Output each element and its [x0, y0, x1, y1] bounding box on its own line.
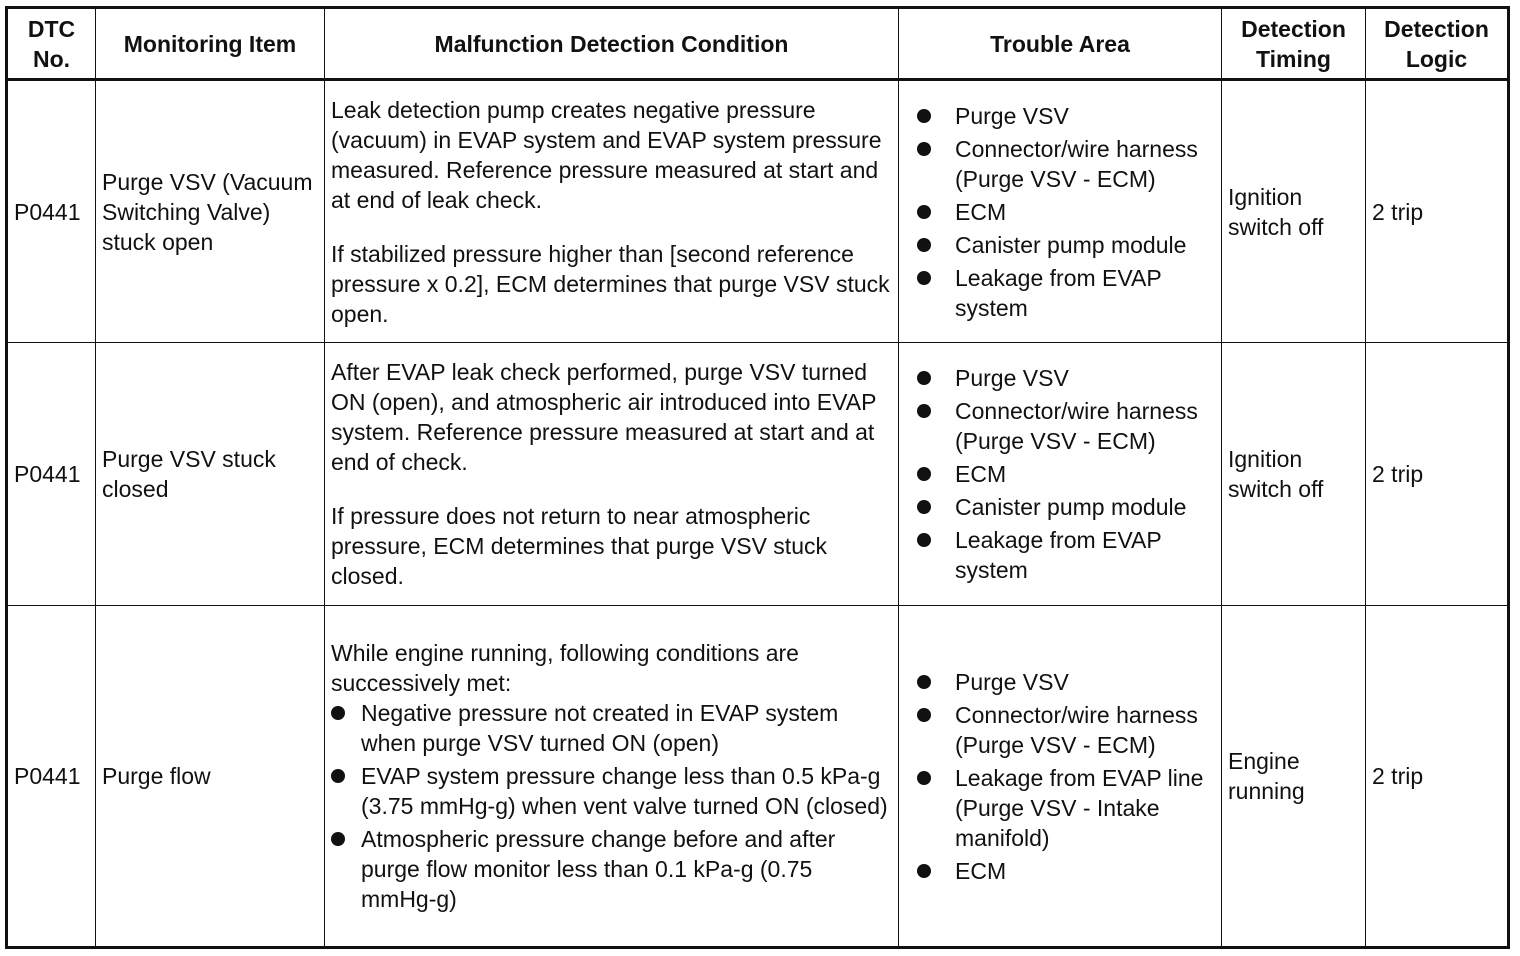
bullet-icon	[917, 142, 931, 156]
condition-list	[331, 698, 892, 914]
header-dtc-no: DTC No.	[7, 8, 96, 80]
trouble-area-list	[917, 667, 1215, 886]
condition-intro: While engine running, following conditions are successively met:	[331, 640, 799, 696]
list-item: Canister pump module	[917, 230, 1215, 260]
list-item: Atmospheric pressure change before and after purge flow monitor less than 0.1 kPa-g (0.75 mmHg-g)	[331, 824, 892, 914]
list-item: Connector/wire harness (Purge VSV - ECM)	[917, 700, 1215, 760]
bullet-icon	[917, 238, 931, 252]
detection-logic: 2 trip	[1366, 80, 1509, 343]
list-item: Leakage from EVAP line (Purge VSV - Intake manifold)	[917, 763, 1215, 853]
list-item: Leakage from EVAP system	[917, 263, 1215, 323]
table-row	[7, 80, 1509, 343]
bullet-icon	[917, 205, 931, 219]
list-item: Connector/wire harness (Purge VSV - ECM)	[917, 134, 1215, 194]
monitoring-item: Purge VSV (Vacuum Switching Valve) stuck open	[96, 80, 325, 343]
trouble-area-cell	[899, 606, 1222, 948]
trouble-area-cell	[899, 80, 1222, 343]
list-item: ECM	[917, 459, 1215, 489]
condition-cell	[325, 80, 899, 343]
dtc-code: P0441	[7, 80, 96, 343]
detection-logic: 2 trip	[1366, 343, 1509, 606]
bullet-icon	[917, 404, 931, 418]
header-monitoring-item: Monitoring Item	[96, 8, 325, 80]
header-trouble-area: Trouble Area	[899, 8, 1222, 80]
trouble-area-list	[917, 363, 1215, 585]
detection-logic: 2 trip	[1366, 606, 1509, 948]
detection-timing: Engine running	[1222, 606, 1366, 948]
list-item: Leakage from EVAP system	[917, 525, 1215, 585]
header-condition: Malfunction Detection Condition	[325, 8, 899, 80]
list-item: Purge VSV	[917, 667, 1215, 697]
list-item: Purge VSV	[917, 363, 1215, 393]
trouble-area-cell	[899, 343, 1222, 606]
condition-paragraph: If pressure does not return to near atmospheric pressure, ECM determines that purge VSV stuck closed.	[331, 503, 827, 589]
table-row	[7, 606, 1509, 948]
list-item: EVAP system pressure change less than 0.5 kPa-g (3.75 mmHg-g) when vent valve turned ON (closed)	[331, 761, 892, 821]
detection-timing: Ignition switch off	[1222, 80, 1366, 343]
dtc-code: P0441	[7, 606, 96, 948]
bullet-icon	[331, 769, 345, 783]
list-item: Purge VSV	[917, 101, 1215, 131]
header-detection-timing: Detection Timing	[1222, 8, 1366, 80]
bullet-icon	[331, 832, 345, 846]
list-item: ECM	[917, 197, 1215, 227]
bullet-icon	[917, 467, 931, 481]
monitoring-item: Purge VSV stuck closed	[96, 343, 325, 606]
bullet-icon	[917, 675, 931, 689]
list-item: ECM	[917, 856, 1215, 886]
monitoring-item: Purge flow	[96, 606, 325, 948]
bullet-icon	[917, 371, 931, 385]
bullet-icon	[917, 533, 931, 547]
bullet-icon	[917, 864, 931, 878]
bullet-icon	[917, 708, 931, 722]
header-detection-logic: Detection Logic	[1366, 8, 1509, 80]
list-item: Negative pressure not created in EVAP system when purge VSV turned ON (open)	[331, 698, 892, 758]
bullet-icon	[917, 771, 931, 785]
bullet-icon	[917, 271, 931, 285]
trouble-area-list	[917, 101, 1215, 323]
table-row	[7, 343, 1509, 606]
bullet-icon	[331, 706, 345, 720]
condition-cell	[325, 606, 899, 948]
dtc-code: P0441	[7, 343, 96, 606]
condition-paragraph: If stabilized pressure higher than [second reference pressure x 0.2], ECM determines that purge VSV stuck open.	[331, 240, 890, 327]
dtc-table	[5, 6, 1510, 949]
bullet-icon	[917, 500, 931, 514]
detection-timing: Ignition switch off	[1222, 343, 1366, 606]
condition-cell	[325, 343, 899, 606]
list-item: Connector/wire harness (Purge VSV - ECM)	[917, 396, 1215, 456]
list-item: Canister pump module	[917, 492, 1215, 522]
bullet-icon	[917, 109, 931, 123]
condition-paragraph: Leak detection pump creates negative pressure (vacuum) in EVAP system and EVAP system pressure measured. Reference pressure measured at start and at end of leak check.	[331, 96, 882, 213]
condition-paragraph: After EVAP leak check performed, purge VSV turned ON (open), and atmospheric air introduced into EVAP system. Reference pressure measured at start and at end of check.	[331, 359, 877, 475]
header-row	[7, 8, 1509, 80]
